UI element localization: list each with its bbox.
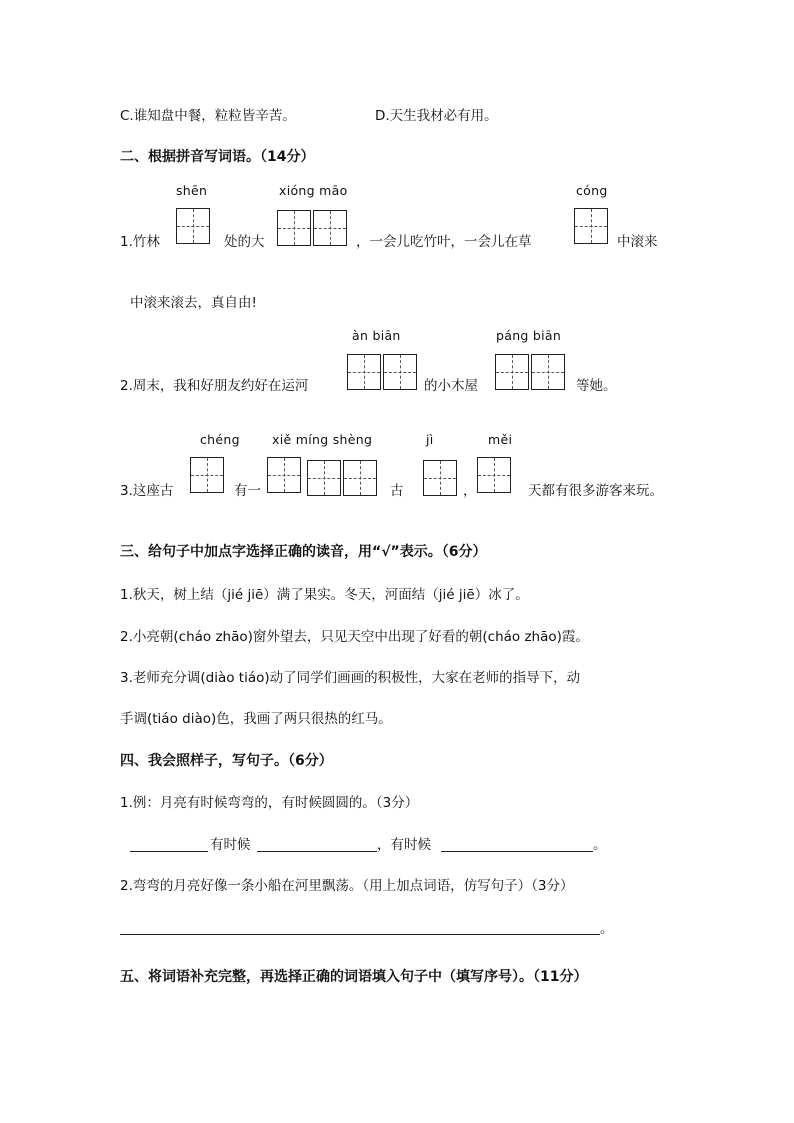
answer-blank[interactable]: [130, 851, 208, 852]
option-c: C.谁知盘中餐，粒粒皆辛苦。: [120, 108, 296, 124]
char-box[interactable]: [277, 210, 311, 246]
option-d: D.天生我材必有用。: [375, 108, 498, 124]
q1-fill-end: 。: [593, 837, 607, 853]
char-box[interactable]: [574, 208, 608, 244]
q1-fill-b: ，有时候: [377, 837, 431, 853]
q1-text-c: ，一会儿吃竹叶，一会儿在草: [356, 234, 532, 250]
char-box[interactable]: [307, 460, 341, 496]
char-box[interactable]: [477, 457, 511, 493]
q1-text-a: 1.竹林: [120, 234, 160, 250]
pinyin-ji: jì: [426, 432, 434, 447]
answer-line[interactable]: [120, 934, 600, 935]
char-box[interactable]: [313, 210, 347, 246]
q2-text-a: 2.周末，我和好朋友约好在运河: [120, 378, 309, 394]
char-box[interactable]: [495, 354, 529, 390]
section-3-line-1: 1.秋天，树上结（jié jiē）满了果实。冬天，河面结（jié jiē）冰了。: [120, 587, 529, 603]
section-3-line-2: 2.小亮朝(cháo zhāo)窗外望去，只见天空中出现了好看的朝(cháo zhāo)霞。: [120, 629, 589, 645]
section-3-heading: 三、给句子中加点字选择正确的读音，用“√”表示。（6分）: [120, 544, 487, 560]
q3-text-d: ，: [463, 483, 477, 499]
q2-fill-end: 。: [600, 921, 614, 937]
char-box[interactable]: [343, 460, 377, 496]
answer-blank[interactable]: [257, 851, 377, 852]
pinyin-xiongmao: xióng māo: [279, 183, 348, 198]
char-box[interactable]: [347, 354, 381, 390]
q2-text-c: 等她。: [576, 378, 617, 394]
q1-continuation: 中滚来滚去，真自由!: [130, 295, 257, 311]
answer-blank[interactable]: [441, 851, 593, 852]
section-4-q2: 2.弯弯的月亮好像一条小船在河里飘荡。（用上加点词语，仿写句子）（3分）: [120, 878, 574, 894]
section-3-line-3: 3.老师充分调(diào tiáo)动了同学们画画的积极性，大家在老师的指导下，动: [120, 670, 581, 686]
pinyin-pangbian: páng biān: [496, 328, 562, 343]
section-5-heading: 五、将词语补充完整，再选择正确的词语填入句子中（填写序号）。（11分）: [120, 969, 588, 985]
pinyin-xieming: xiě míng shèng: [272, 432, 373, 447]
char-box[interactable]: [531, 354, 565, 390]
char-box[interactable]: [176, 208, 210, 244]
q1-fill-a: 有时候: [210, 837, 251, 853]
char-box[interactable]: [383, 354, 417, 390]
section-4-heading: 四、我会照样子，写句子。（6分）: [120, 753, 333, 769]
q3-text-c: 古: [390, 483, 404, 499]
char-box[interactable]: [423, 460, 457, 496]
pinyin-shen: shēn: [176, 183, 208, 198]
section-4-q1: 1.例：月亮有时候弯弯的，有时候圆圆的。（3分）: [120, 795, 419, 811]
q3-text-e: 天都有很多游客来玩。: [528, 483, 663, 499]
q2-text-b: 的小木屋: [424, 378, 478, 394]
char-box[interactable]: [190, 457, 224, 493]
pinyin-cheng: chéng: [200, 432, 240, 447]
q1-text-d: 中滚来: [617, 234, 658, 250]
pinyin-mei: měi: [488, 432, 513, 447]
q3-text-a: 3.这座古: [120, 483, 174, 499]
pinyin-cong: cóng: [576, 183, 608, 198]
q3-text-b: 有一: [234, 483, 261, 499]
section-3-line-4: 手调(tiáo diào)色，我画了两只很热的红马。: [120, 711, 392, 727]
char-box[interactable]: [267, 457, 301, 493]
pinyin-anbian: àn biān: [352, 328, 401, 343]
section-2-heading: 二、根据拼音写词语。（14分）: [120, 149, 315, 165]
q1-text-b: 处的大: [224, 234, 265, 250]
